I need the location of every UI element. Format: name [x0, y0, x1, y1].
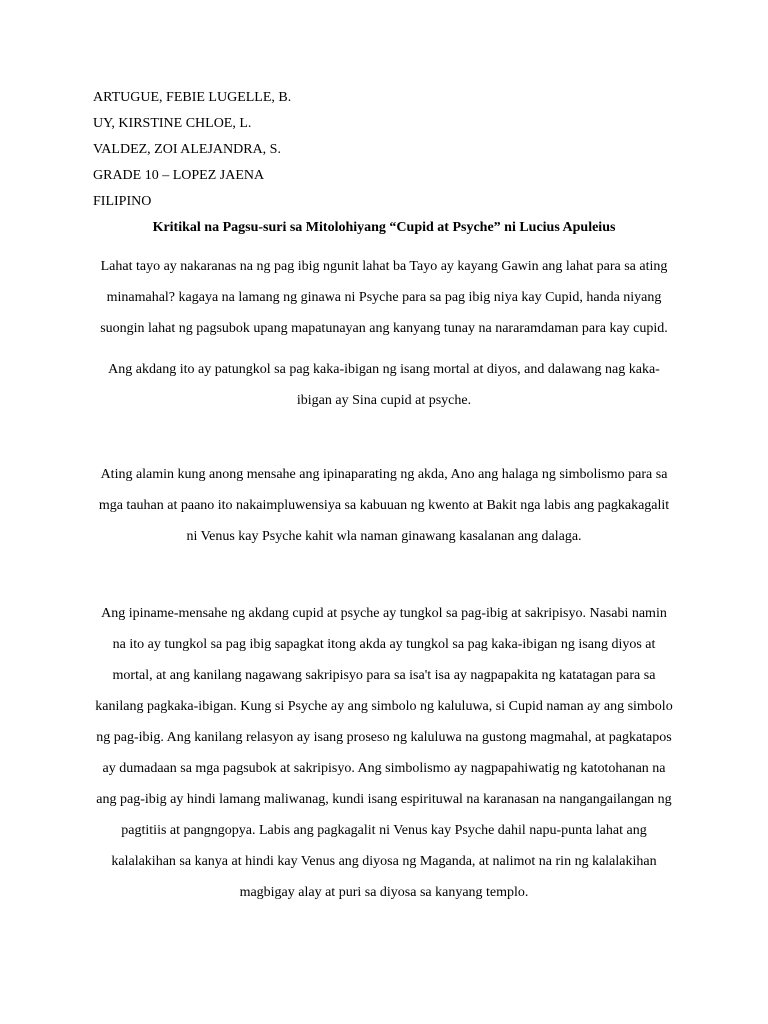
document-title: Kritikal na Pagsu-suri sa Mitolohiyang “Cupid at Psyche” ni Lucius Apuleius: [152, 220, 616, 235]
paragraph-questions: Ating alamin kung anong mensahe ang ipinaparating ng akda, Ano ang halaga ng simbolismo para sa mga tauhan at paano ito nakaimpluwensiya sa kabuuan ng kwento at Bakit nga labis ang pagkakagalit ni Venus kay Psyche kahit wla naman ginawang kasalanan ang dalaga.: [98, 467, 670, 544]
subject: FILIPINO: [93, 194, 152, 209]
author-name-2: UY, KIRSTINE CHLOE, L.: [93, 116, 252, 131]
author-name-1: ARTUGUE, FEBIE LUGELLE, B.: [93, 90, 292, 105]
grade-section: GRADE 10 – LOPEZ JAENA: [93, 168, 265, 183]
paragraph-analysis: Ang ipiname-mensahe ng akdang cupid at psyche ay tungkol sa pag-ibig at sakripisyo. Nasabi namin na ito ay tungkol sa pag ibig sapagkat itong akda ay tungkol sa pag kaka-ibigan ng isang diyos at mortal, at ang kanilang nagawang sakripisyo para sa isa't isa ay nagpapakita ng katatagan para sa kanilang pagkaka-ibigan. Kung si Psyche ay ang simbolo ng kaluluwa, si Cupid naman ay ang simbolo ng pag-ibig. Ang kanilang relasyon ay isang proseso ng kaluluwa na gustong magmahal, at pagkatapos ay dumadaan sa mga pagsubok at sakripisyo. Ang simbolismo ay nagpapahiwatig ng katotohanan na ang pag-ibig ay hindi lamang maliwanag, kundi isang espirituwal na karanasan na nangangailangan ng pagtitiis at pangngopya. Labis ang pagkagalit ni Venus kay Psyche dahil napu-punta lahat ang kalalakihan sa kanya at hindi kay Venus ang diyosa ng Maganda, at nalimot na rin ng kalalakihan magbigay alay at puri sa diyosa sa kanyang templo.: [95, 606, 673, 900]
paragraph-summary: Ang akdang ito ay patungkol sa pag kaka-ibigan ng isang mortal at diyos, and dalawang nag kaka-ibigan ay Sina cupid at psyche.: [108, 362, 660, 408]
author-name-3: VALDEZ, ZOI ALEJANDRA, S.: [93, 142, 281, 157]
paragraph-introduction: Lahat tayo ay nakaranas na ng pag ibig ngunit lahat ba Tayo ay kayang Gawin ang lahat para sa ating minamahal? kagaya na lamang ng ginawa ni Psyche para sa pag ibig niya kay Cupid, handa niyang suongin lahat ng pagsubok upang mapatunayan ang kanyang tunay na nararamdaman para kay cupid.: [100, 259, 668, 336]
document-header: [93, 85, 675, 215]
